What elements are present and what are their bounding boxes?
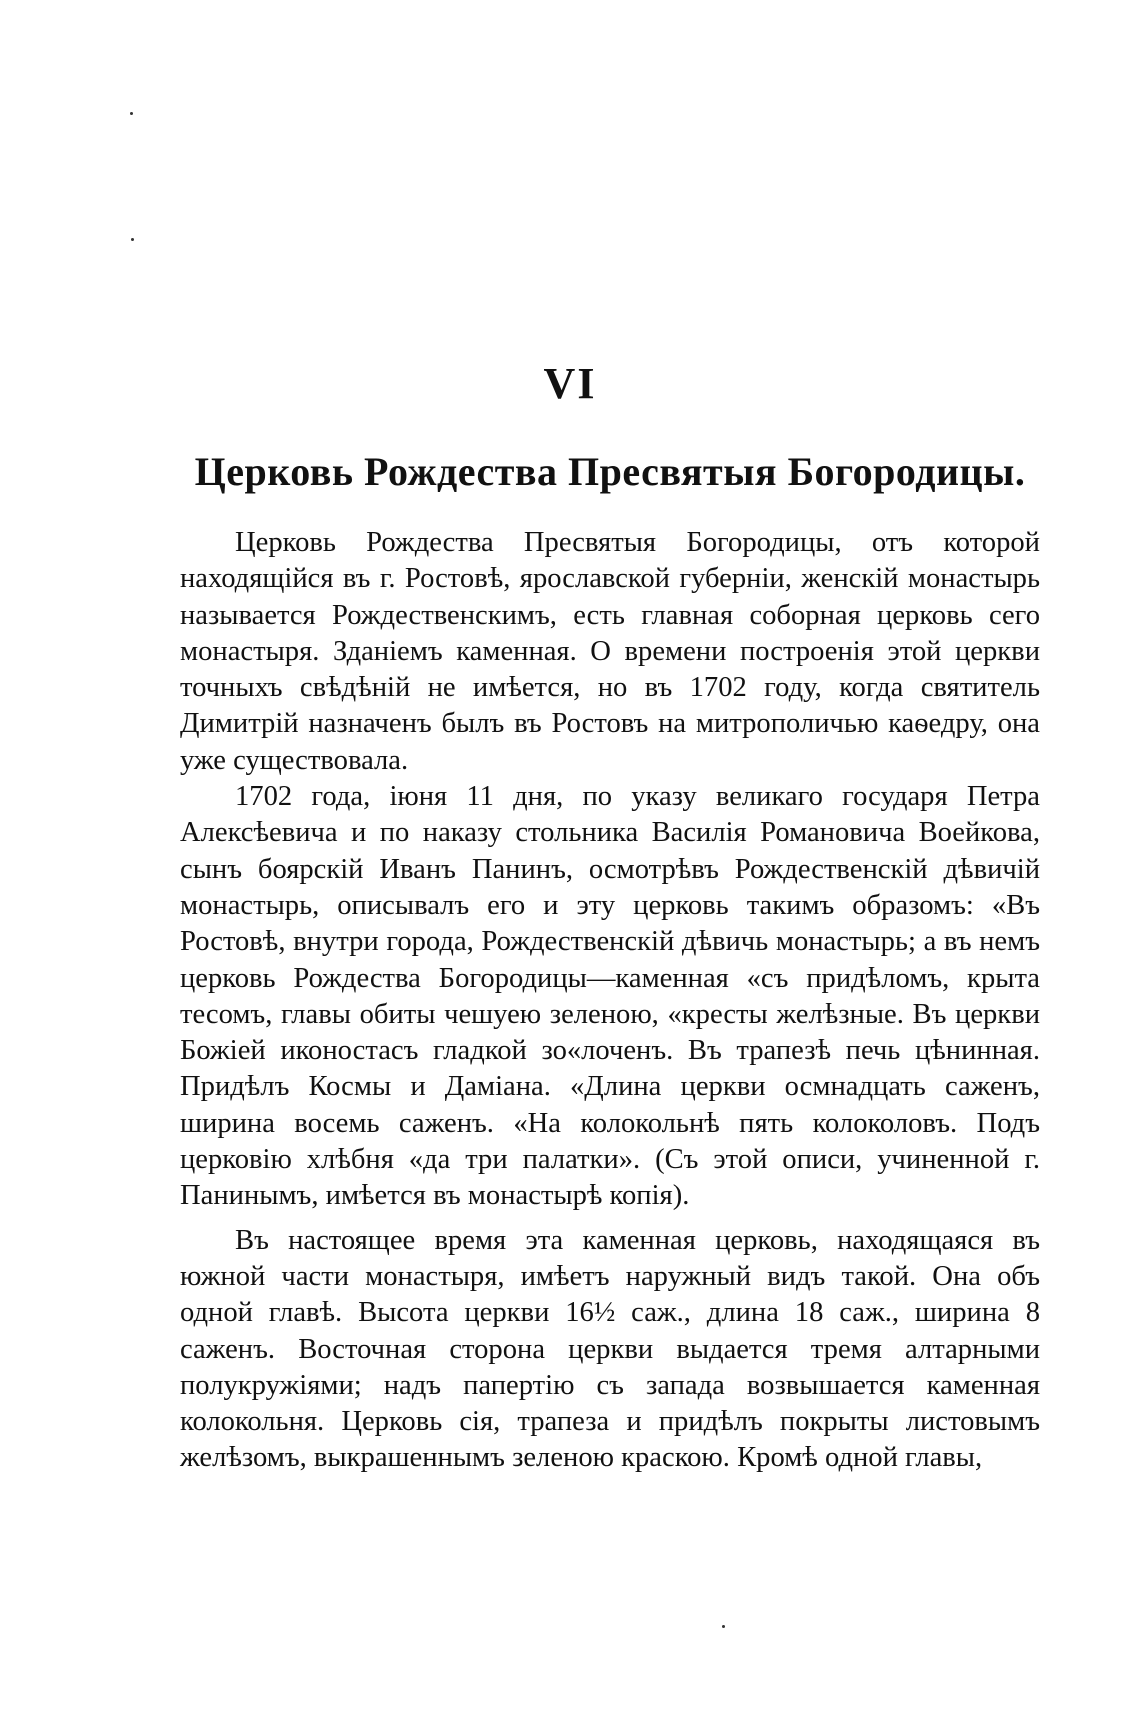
scan-speck <box>722 1625 725 1628</box>
chapter-title: Церковь Рождества Пресвятыя Богородицы. <box>194 449 1026 494</box>
paragraph: Церковь Рождества Пресвятыя Богородицы, отъ которой находящійся въ г. Ростовѣ, ярославской губерніи, женскій монастырь называется Рождественскимъ, есть главная соборная церковь сего монастыря. Зданіемъ каменная. О времени построенія этой церкви точныхъ свѣдѣній не имѣется, но въ 1702 году, когда святитель Димитрій назначенъ былъ въ Ростовъ на митрополичью каѳедру, она уже существовала. <box>180 527 1040 776</box>
scan-speck <box>130 112 133 115</box>
body-text <box>180 525 1040 1477</box>
scan-speck <box>131 238 134 241</box>
paragraph: 1702 года, іюня 11 дня, по указу великаго государя Петра Алексѣевича и по наказу стольника Василія Романовича Воейкова, сынъ боярскій Иванъ Панинъ, осмотрѣвъ Рождественскій дѣвичій монастырь, описывалъ его и эту церковь такимъ образомъ: «Въ Ростовѣ, внутри города, Рождественскій дѣвичь монастырь; а въ немъ церковь Рождества Богородицы—каменная «съ придѣломъ, крыта тесомъ, главы обиты чешуею зеленою, «кресты желѣзные. Въ церкви Божіей иконостасъ гладкой зо«лоченъ. Въ трапезѣ печь цѣнинная. Придѣлъ Космы и Даміана. «Длина церкви осмнадцать саженъ, ширина восемь саженъ. «На колокольнѣ пять колоколовъ. Подъ церковію хлѣбня «да три палатки». (Съ этой описи, учиненной г. Панинымъ, имѣется въ монастырѣ копія). <box>180 781 1040 1212</box>
paragraph: Въ настоящее время эта каменная церковь, находящаяся въ южной части монастыря, имѣетъ наружный видъ такой. Она объ одной главѣ. Высота церкви 16½ саж., длина 18 саж., ширина 8 саженъ. Восточная сторона церкви выдается тремя алтарными полукружіями; надъ папертію съ запада возвышается каменная колокольня. Церковь сія, трапеза и придѣлъ покрыты листовымъ желѣзомъ, выкрашеннымъ зеленою краскою. Кромѣ одной главы, <box>180 1224 1040 1474</box>
chapter-number: VI <box>543 359 597 408</box>
